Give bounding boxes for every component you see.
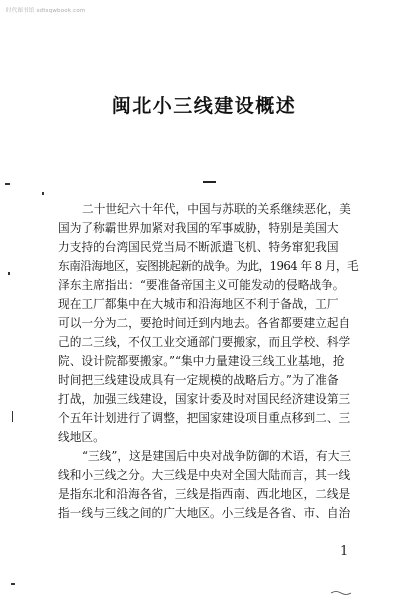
body-line: 己的二三线，不仅工业交通部门要搬家，而且学校、科学 xyxy=(58,335,351,349)
section-marker xyxy=(203,181,216,183)
body-line: 国为了称霸世界加紧对我国的军事威胁，特别是美国大 xyxy=(58,221,339,235)
body-text xyxy=(58,200,358,523)
body-line: 线和小三线之分。大三线是中央对全国大陆而言，其一线 xyxy=(58,468,351,482)
body-line: “三线”，这是建国后中央对战争防御的术语，有大三 xyxy=(82,449,352,463)
scan-mark xyxy=(8,272,10,275)
body-line: 时间把三线建设成具有一定规模的战略后方。”为了准备 xyxy=(58,373,339,387)
body-line: 院、设计院都要搬家。”“集中力量建设三线工业基地，抢 xyxy=(58,354,345,368)
body-line: 是指东北和沿海各省，三线是指西南、西北地区，二线是 xyxy=(58,487,351,501)
scan-mark xyxy=(11,583,15,585)
ornament-icon xyxy=(330,590,352,596)
scan-mark xyxy=(5,183,10,185)
body-line: 力支持的台湾国民党当局不断派遣飞机、特务窜犯我国 xyxy=(58,240,339,254)
watermark: 时代图书馆 sdtsqwbook.com xyxy=(6,8,86,14)
body-line: 二十世纪六十年代，中国与苏联的关系继续恶化，美 xyxy=(82,202,351,216)
page-number: 1 xyxy=(340,544,349,559)
body-line: 可以一分为二，要抢时间迁到内地去。各省都要建立起自 xyxy=(58,316,351,330)
scan-mark xyxy=(12,411,13,422)
scan-mark xyxy=(42,192,44,195)
body-line: 现在工厂都集中在大城市和沿海地区不利于备战，工厂 xyxy=(58,297,339,311)
body-line: 打战，加强三线建设，国家计委及时对国民经济建设第三 xyxy=(58,392,351,406)
page-title: 闽北小三线建设概述 xyxy=(111,95,297,117)
body-line: 泽东主席指出：“要准备帝国主义可能发动的侵略战争。 xyxy=(58,278,345,292)
body-line: 指一线与三线之间的广大地区。小三线是各省、市、自治 xyxy=(58,506,351,520)
body-line: 个五年计划进行了调整，把国家建设项目重点移到二、三 xyxy=(58,411,351,425)
body-line: 线地区。 xyxy=(58,430,105,444)
body-line: 东南沿海地区，妄图挑起新的战争。为此，1964 年 8 月，毛 xyxy=(58,259,359,273)
